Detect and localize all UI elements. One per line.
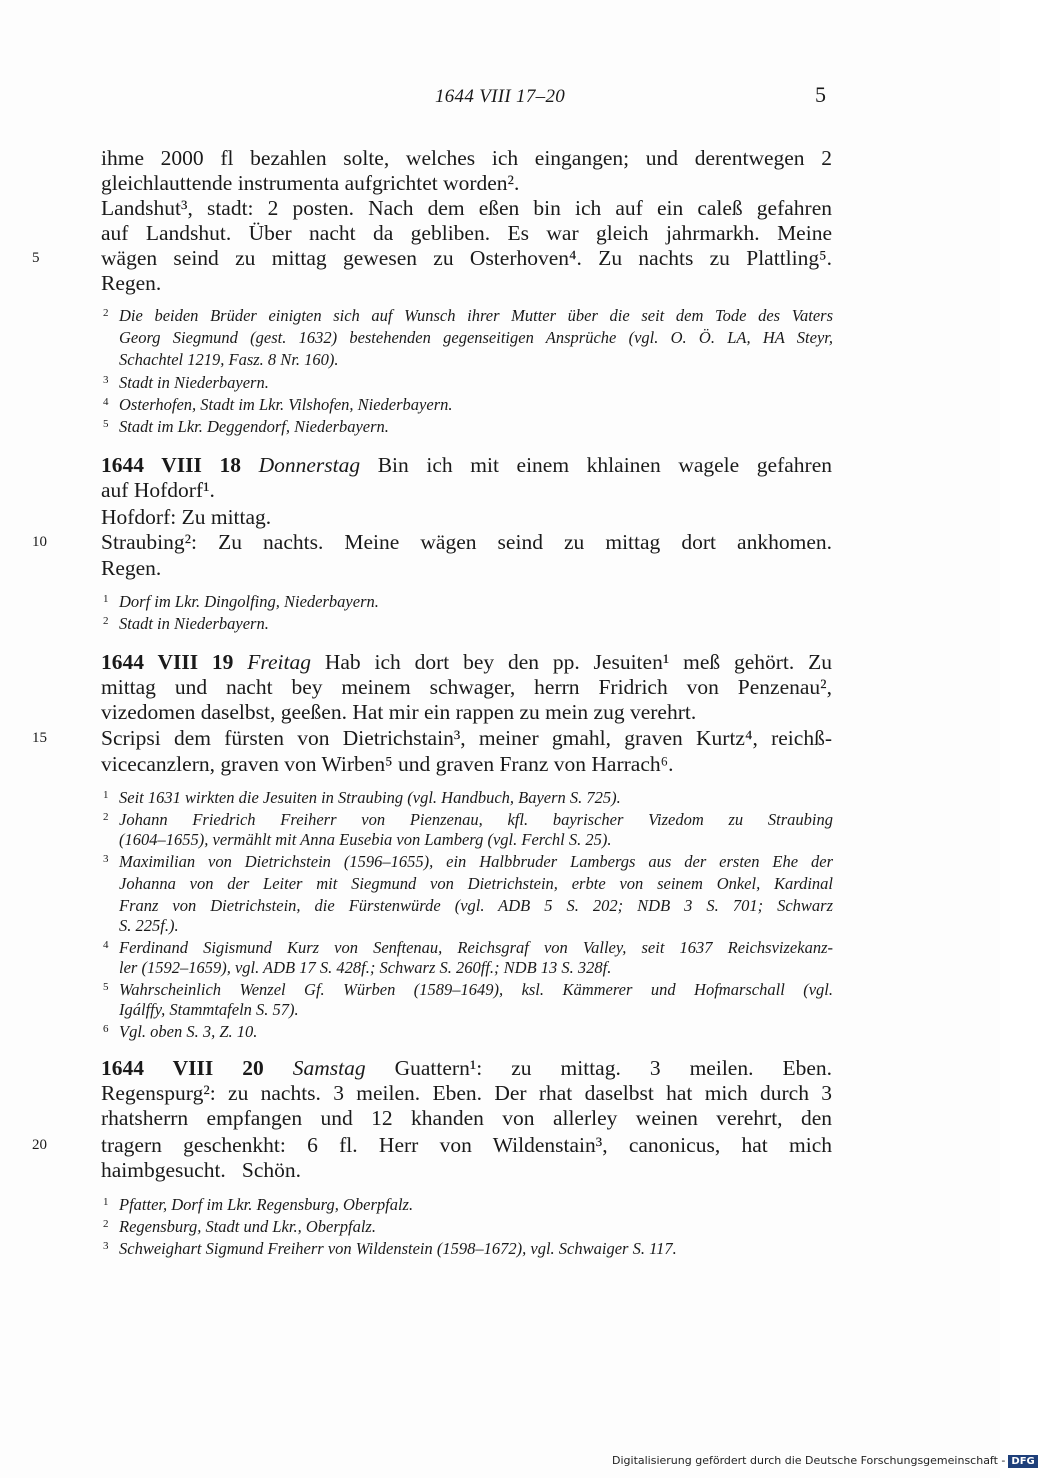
entry-weekday: Freitag bbox=[247, 650, 311, 674]
footnote-line: (1604–1655), vermählt mit Anna Eusebia von Lamberg (vgl. Ferchl S. 25). bbox=[119, 830, 612, 849]
entry-heading-line bbox=[101, 1056, 832, 1081]
entry-date: 1644 VIII 18 bbox=[101, 453, 241, 477]
entry-text: Hab ich dort bey den pp. Jesuiten¹ meß gehört. Zu bbox=[324, 650, 833, 674]
footnote-line: Regensburg, Stadt und Lkr., Oberpfalz. bbox=[119, 1217, 376, 1236]
digitization-credit bbox=[612, 1454, 1035, 1472]
entry-weekday: Donnerstag bbox=[258, 453, 361, 477]
line-number: 5 bbox=[32, 250, 40, 266]
footnote-number: 5 bbox=[103, 418, 109, 430]
body-line: auf Landshut. Über nacht da gebliben. Es war gleich jahrmarkh. Meine bbox=[101, 221, 832, 245]
body-line: Regen. bbox=[101, 556, 162, 580]
body-line: Straubing²: Zu nachts. Meine wägen seind zu mittag dort ankhomen. bbox=[101, 530, 832, 554]
entry-date: 1644 VIII 19 bbox=[101, 650, 234, 674]
entry-date: 1644 VIII 20 bbox=[101, 1056, 264, 1080]
footnote-number: 1 bbox=[103, 1196, 109, 1208]
entry-weekday: Samstag bbox=[292, 1056, 366, 1080]
footnote-line: Igálffy, Stammtafeln S. 57). bbox=[119, 1000, 299, 1019]
footnote-line: Johann Friedrich Freiherr von Pienzenau, kfl. bayrischer Vizedom zu Straubing bbox=[119, 810, 833, 829]
body-line: Scripsi dem fürsten von Dietrichstain³, meiner gmahl, graven Kurtz⁴, reichß- bbox=[101, 726, 832, 750]
body-line: Regenspurg²: zu nachts. 3 meilen. Eben. Der rhat daselbst hat mich durch 3 bbox=[101, 1081, 832, 1105]
line-number: 15 bbox=[32, 730, 47, 746]
footnote-line: Georg Siegmund (gest. 1632) bestehenden gegenseitigen Ansprüche (vgl. O. Ö. LA, HA Steyr, bbox=[119, 328, 833, 347]
entry-heading-line bbox=[101, 453, 832, 478]
body-line: Landshut³, stadt: 2 posten. Nach dem eßen bin ich auf ein caleß gefahren bbox=[101, 196, 832, 220]
footnote-line: Osterhofen, Stadt im Lkr. Vilshofen, Niederbayern. bbox=[119, 395, 453, 414]
body-line: gleichlauttende instrumenta aufgrichtet worden². bbox=[101, 171, 520, 195]
dfg-logo: DFG bbox=[1008, 1455, 1037, 1468]
body-line: wägen seind zu mittag gewesen zu Osterhoven⁴. Zu nachts zu Plattling⁵. bbox=[101, 246, 832, 270]
footnote-line: Stadt in Niederbayern. bbox=[119, 373, 269, 392]
footnote-number: 3 bbox=[103, 374, 109, 386]
footnote-line: Maximilian von Dietrichstein (1596–1655), ein Halbbruder Lambergs aus der ersten Ehe der bbox=[119, 852, 833, 871]
entry-heading-line bbox=[101, 650, 832, 675]
footnote-line: Stadt in Niederbayern. bbox=[119, 614, 269, 633]
footnote-line: Stadt im Lkr. Deggendorf, Niederbayern. bbox=[119, 417, 389, 436]
footnote-number: 3 bbox=[103, 1240, 109, 1252]
footnote-number: 4 bbox=[103, 396, 109, 408]
footnote-number: 2 bbox=[103, 615, 109, 627]
body-line: rhatsherrn empfangen und 12 khanden von allerley weinen verehrt, den bbox=[101, 1106, 832, 1130]
body-line: tragern geschenkht: 6 fl. Herr von Wildenstain³, canonicus, hat mich bbox=[101, 1133, 832, 1157]
line-number: 20 bbox=[32, 1137, 47, 1153]
footnote-number: 2 bbox=[103, 307, 109, 319]
footnote-number: 2 bbox=[103, 1218, 109, 1230]
footnote-line: ler (1592–1659), vgl. ADB 17 S. 428f.; Schwarz S. 260ff.; NDB 13 S. 328f. bbox=[119, 958, 612, 977]
footnote-line: Wahrscheinlich Wenzel Gf. Würben (1589–1649), ksl. Kämmerer und Hofmarschall (vgl. bbox=[119, 980, 833, 999]
body-line: auf Hofdorf¹. bbox=[101, 478, 215, 502]
credit-text: Digitalisierung gefördert durch die Deutsche Forschungsgemeinschaft - bbox=[612, 1454, 1006, 1467]
footnote-line: Pfatter, Dorf im Lkr. Regensburg, Oberpfalz. bbox=[119, 1195, 414, 1214]
footnote-number: 4 bbox=[103, 939, 109, 951]
footnote-line: Die beiden Brüder einigten sich auf Wunsch ihrer Mutter über die seit dem Tode des Vaters bbox=[119, 306, 833, 325]
running-title: 1644 VIII 17–20 bbox=[434, 86, 566, 107]
footnote-number: 5 bbox=[103, 981, 109, 993]
footnote-number: 3 bbox=[103, 853, 109, 865]
page-number: 5 bbox=[815, 82, 826, 107]
footnote-number: 2 bbox=[103, 811, 109, 823]
footnote-line: Schweighart Sigmund Freiherr von Wildenstein (1598–1672), vgl. Schwaiger S. 117. bbox=[119, 1239, 677, 1258]
line-number: 10 bbox=[32, 534, 47, 550]
body-line: vicecanzlern, graven von Wirben⁵ und graven Franz von Harrach⁶. bbox=[101, 752, 674, 776]
body-line: Regen. bbox=[101, 271, 162, 295]
footnote-line: Dorf im Lkr. Dingolfing, Niederbayern. bbox=[119, 592, 379, 611]
footnote-line: Schachtel 1219, Fasz. 8 Nr. 160). bbox=[119, 350, 339, 369]
body-line: Hofdorf: Zu mittag. bbox=[101, 505, 272, 529]
footnote-number: 1 bbox=[103, 789, 109, 801]
footnote-line: Seit 1631 wirkten die Jesuiten in Straubing (vgl. Handbuch, Bayern S. 725). bbox=[119, 788, 621, 807]
footnote-line: Franz von Dietrichstein, die Fürstenwürde (vgl. ADB 5 S. 202; NDB 3 S. 701; Schwarz bbox=[119, 896, 833, 915]
entry-text: Guattern¹: zu mittag. 3 meilen. Eben. bbox=[394, 1056, 832, 1080]
body-line: haimbgesucht. Schön. bbox=[101, 1158, 302, 1182]
footnote-line: Vgl. oben S. 3, Z. 10. bbox=[119, 1022, 258, 1041]
footnote-number: 6 bbox=[103, 1023, 109, 1035]
footnote-line: Johanna von der Leiter mit Siegmund von Dietrichstein, erbte von seinem Onkel, Kardinal bbox=[119, 874, 833, 893]
footnote-line: S. 225f.). bbox=[119, 916, 179, 935]
footnote-number: 1 bbox=[103, 593, 109, 605]
body-line: vizedomen daselbst, geeßen. Hat mir ein rappen zu mein zug verehrt. bbox=[101, 700, 697, 724]
body-line: mittag und nacht bey meinem schwager, herrn Fridrich von Penzenau², bbox=[101, 675, 832, 699]
body-line: ihme 2000 fl bezahlen solte, welches ich eingangen; und derentwegen 2 bbox=[101, 146, 832, 170]
footnote-line: Ferdinand Sigismund Kurz von Senftenau, Reichsgraf von Valley, seit 1637 Reichsvizekanz- bbox=[119, 938, 833, 957]
entry-text: Bin ich mit einem khlainen wagele gefahren bbox=[377, 453, 833, 477]
